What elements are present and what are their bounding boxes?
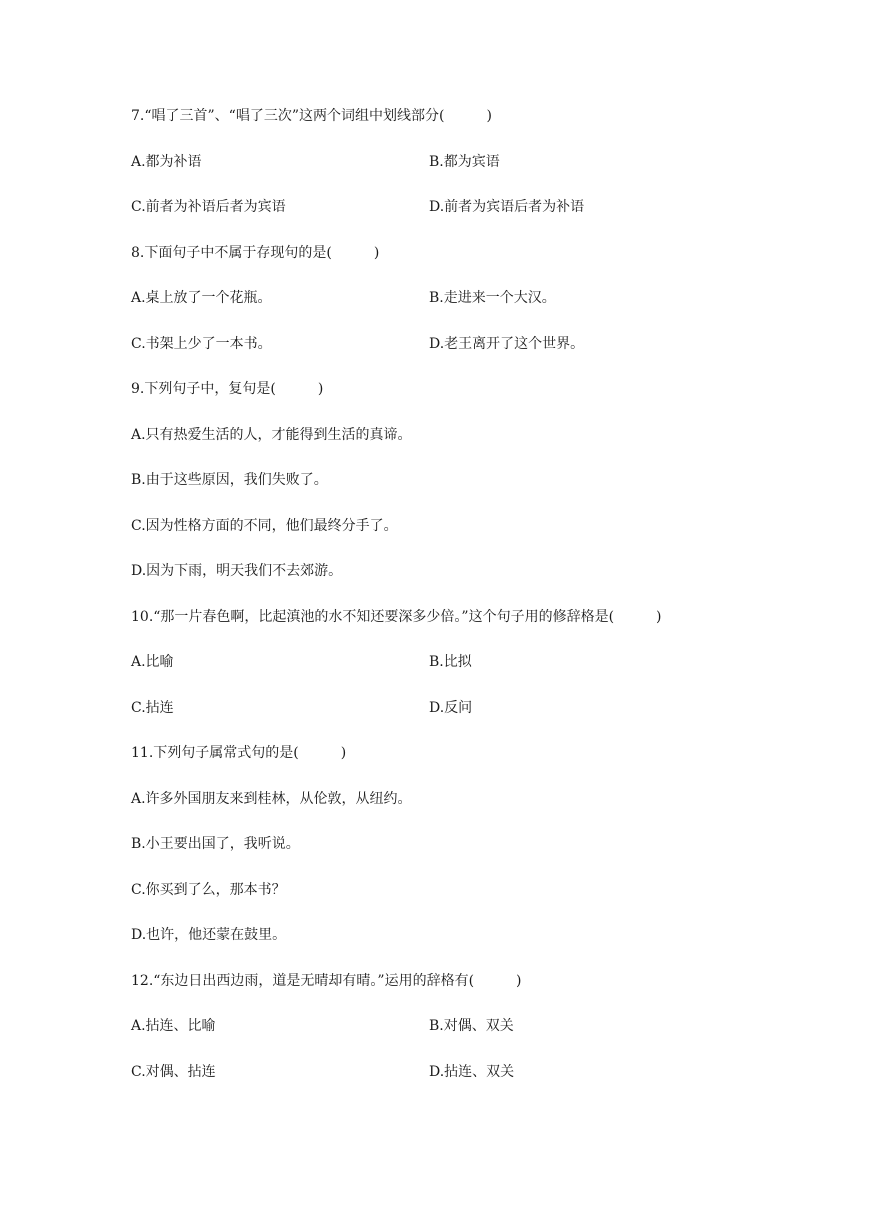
question-7-option-c: C.前者为补语后者为宾语 [131, 199, 286, 215]
question-11-stem: 11.下列句子属常式句的是( ) [131, 745, 347, 761]
question-7-stem: 7.“唱了三首”、“唱了三次”这两个词组中划线部分( ) [131, 108, 492, 124]
question-10-option-a: A.比喻 [131, 654, 174, 670]
question-7-option-d: D.前者为宾语后者为补语 [429, 199, 585, 215]
question-12-option-a: A.拈连、比喻 [131, 1018, 216, 1034]
question-8-option-c: C.书架上少了一本书。 [131, 336, 272, 352]
question-11-option-c: C.你买到了么，那本书？ [131, 882, 286, 898]
question-8-option-d: D.老王离开了这个世界。 [429, 336, 585, 352]
question-8-option-b: B.走进来一个大汉。 [429, 290, 556, 306]
question-12-option-d: D.拈连、双关 [429, 1064, 515, 1080]
question-9-option-d: D.因为下雨，明天我们不去郊游。 [131, 563, 343, 579]
question-12-stem: 12.“东边日出西边雨，道是无晴却有晴。”运用的辞格有( ) [131, 973, 522, 989]
question-9-option-a: A.只有热爱生活的人，才能得到生活的真谛。 [131, 427, 412, 443]
question-7-option-b: B.都为宾语 [429, 154, 500, 170]
question-7-option-a: A.都为补语 [131, 154, 202, 170]
question-12-option-c: C.对偶、拈连 [131, 1064, 216, 1080]
question-10-option-b: B.比拟 [429, 654, 472, 670]
question-11-option-d: D.也许，他还蒙在鼓里。 [131, 927, 287, 943]
question-10-stem: 10.“那一片春色啊，比起滇池的水不知还要深多少倍。”这个句子用的修辞格是( ) [131, 609, 662, 625]
question-10-option-d: D.反问 [429, 700, 473, 716]
question-9-option-b: B.由于这些原因，我们失败了。 [131, 472, 328, 488]
question-8-option-a: A.桌上放了一个花瓶。 [131, 290, 272, 306]
question-10-option-c: C.拈连 [131, 700, 174, 716]
question-9-option-c: C.因为性格方面的不同，他们最终分手了。 [131, 518, 398, 534]
question-12-option-b: B.对偶、双关 [429, 1018, 514, 1034]
question-11-option-b: B.小王要出国了，我听说。 [131, 836, 300, 852]
question-11-option-a: A.许多外国朋友来到桂林，从伦敦，从纽约。 [131, 791, 412, 807]
question-9-stem: 9.下列句子中，复句是( ) [131, 381, 324, 397]
question-8-stem: 8.下面句子中不属于存现句的是( ) [131, 245, 380, 261]
